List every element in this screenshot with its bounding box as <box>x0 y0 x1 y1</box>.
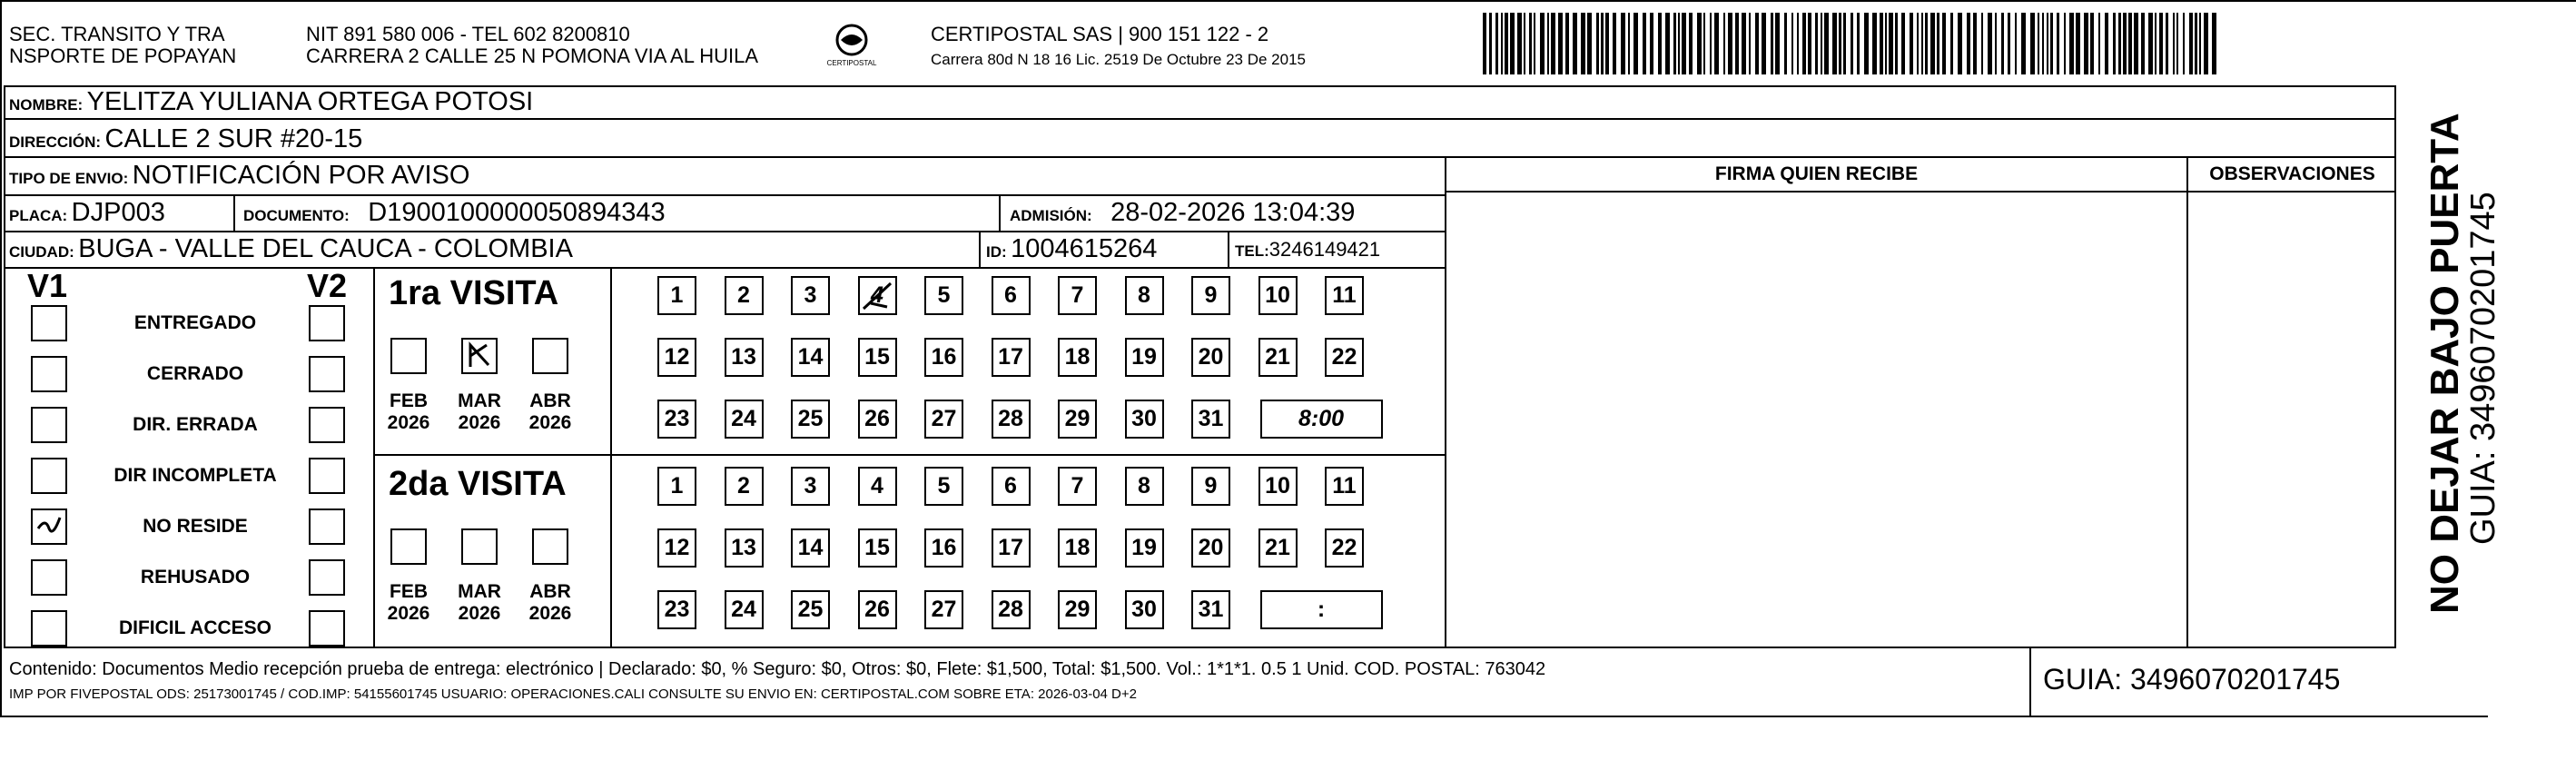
barcode-bar <box>2176 13 2178 74</box>
barcode-bar <box>2021 13 2026 74</box>
barcode-bar <box>1839 13 1841 74</box>
status-label: DIR INCOMPLETA <box>114 465 277 486</box>
day-box[interactable]: 1 <box>657 467 696 506</box>
barcode-bar <box>1728 13 1732 74</box>
barcode-bar <box>2064 13 2066 74</box>
barcode-bar <box>1857 13 1860 74</box>
month-name: ABR <box>529 390 571 411</box>
nombre-label: NOMBRE: <box>9 96 84 114</box>
barcode-bar <box>1967 13 1970 74</box>
tipo-row <box>9 160 469 191</box>
barcode-bar <box>2113 13 2116 74</box>
month-checkbox[interactable] <box>390 338 427 374</box>
barcode-bar <box>2148 13 2153 74</box>
barcode-bar <box>1703 13 1705 74</box>
barcode-bar <box>1864 13 1869 74</box>
barcode-bar <box>1930 13 1935 74</box>
barcode-bar <box>2042 13 2044 74</box>
day-box[interactable]: 18 <box>1058 338 1097 377</box>
day-box[interactable]: 28 <box>992 590 1031 629</box>
month-label <box>381 581 436 625</box>
barcode-bar <box>2090 13 2094 74</box>
day-box[interactable]: 2 <box>725 467 764 506</box>
tel-row <box>1235 238 1380 262</box>
barcode-bar <box>2098 13 2100 74</box>
barcode-bar <box>1529 13 1532 74</box>
status-label: REHUSADO <box>140 567 251 587</box>
day-box[interactable]: 18 <box>1058 528 1097 568</box>
barcode-bar <box>1784 13 1787 74</box>
v1-checkbox[interactable] <box>31 356 67 392</box>
barcode-bar <box>1633 13 1638 74</box>
placa-divider <box>233 194 235 231</box>
footer-line-2: IMP POR FIVEPOSTAL ODS: 25173001745 / COD.IMP: 54155601745 USUARIO: OPERACIONES.CALI CONSULTE SU ENVIO EN: CERTIPOSTAL.COM SOBRE ETA: 2026-03-04 D+2 <box>9 686 1137 702</box>
barcode-bar <box>1771 13 1773 74</box>
v1-checkbox[interactable] <box>31 508 67 545</box>
barcode-bar <box>1889 13 1893 74</box>
day-box[interactable]: 5 <box>924 276 963 315</box>
day-box[interactable]: 13 <box>725 338 764 377</box>
day-box[interactable]: 16 <box>924 528 963 568</box>
month-checkbox[interactable] <box>390 528 427 565</box>
barcode-bar <box>1802 13 1806 74</box>
barcode-bar <box>1613 13 1616 74</box>
day-box[interactable]: 29 <box>1058 590 1097 629</box>
visit-title: 1ra VISITA <box>389 274 559 312</box>
v2-checkbox[interactable] <box>309 356 345 392</box>
barcode-bar <box>1581 13 1585 74</box>
day-box[interactable]: 23 <box>657 400 696 439</box>
ciudad-value: BUGA - VALLE DEL CAUCA - COLOMBIA <box>78 234 573 263</box>
barcode-bar <box>2069 13 2074 74</box>
barcode-bar <box>1775 13 1780 74</box>
barcode-bar <box>1510 13 1515 74</box>
placa-row <box>9 197 165 228</box>
day-box[interactable]: 6 <box>992 467 1031 506</box>
barcode-bar <box>1832 13 1837 74</box>
barcode-bar <box>1621 13 1625 74</box>
time-box[interactable]: 8:00 <box>1260 400 1383 439</box>
barcode-bar <box>1489 13 1492 74</box>
barcode-bar <box>2183 13 2185 74</box>
barcode-bar <box>2076 13 2080 74</box>
month-checkbox[interactable] <box>461 338 498 374</box>
barcode-bar <box>1517 13 1522 74</box>
visit-title: 2da VISITA <box>389 465 567 503</box>
barcode-bar <box>1735 13 1739 74</box>
footer-line-1: Contenido: Documentos Medio recepción prueba de entrega: electrónico | Declarado: $0, % Seguro: $0, Otros: $0, Flete: $1,500, Total: $1,500. Vol.: 1*1*1. 0.5 1 Unid. COD. POSTAL: 763042 <box>9 659 1546 679</box>
documento-label: DOCUMENTO: <box>243 207 350 224</box>
barcode-bar <box>2212 13 2216 74</box>
barcode-bar <box>1558 13 1563 74</box>
barcode-bar <box>1524 13 1525 74</box>
barcode-bar <box>1885 13 1887 74</box>
barcode-bar <box>1505 13 1508 74</box>
month-checkbox[interactable] <box>461 528 498 565</box>
barcode-bar <box>2123 13 2127 74</box>
barcode-bar <box>2141 13 2145 74</box>
barcode-bar <box>1643 13 1646 74</box>
v1-checkbox[interactable] <box>31 458 67 494</box>
barcode-bar <box>1901 13 1905 74</box>
day-box[interactable]: 10 <box>1258 467 1298 506</box>
barcode-bar <box>1917 13 1919 74</box>
v1-checkbox[interactable] <box>31 610 67 647</box>
barcode-bar <box>1678 13 1680 74</box>
row-line-1 <box>4 118 2396 120</box>
day-box[interactable]: 17 <box>992 338 1031 377</box>
barcode-bar <box>1973 13 1977 74</box>
time-box[interactable]: : <box>1260 590 1383 629</box>
admision-label: ADMISIÓN: <box>1010 207 1092 224</box>
barcode-bar <box>1851 13 1853 74</box>
day-box[interactable]: 31 <box>1191 400 1230 439</box>
barcode-bar <box>2015 13 2017 74</box>
barcode-bar <box>1495 13 1498 74</box>
barcode-bar <box>1958 13 1962 74</box>
barcode-bar <box>2084 13 2088 74</box>
day-box[interactable]: 14 <box>791 528 830 568</box>
barcode-bar <box>1981 13 1983 74</box>
barcode-bar <box>1821 13 1822 74</box>
v1-label: V1 <box>27 267 68 304</box>
barcode-bar <box>1942 13 1946 74</box>
barcode-bar <box>1658 13 1662 74</box>
visit-split <box>373 454 1445 456</box>
barcode-bar <box>1682 13 1686 74</box>
barcode-bar <box>1921 13 1923 74</box>
v2-checkbox[interactable] <box>309 458 345 494</box>
barcode-bar <box>2038 13 2039 74</box>
barcode-bar <box>1710 13 1712 74</box>
obs-divider <box>2186 156 2188 648</box>
day-box[interactable]: 12 <box>657 338 696 377</box>
day-box[interactable]: 6 <box>992 276 1031 315</box>
barcode-bar <box>1742 13 1746 74</box>
day-box[interactable]: 25 <box>791 590 830 629</box>
month-year: 2026 <box>387 412 430 433</box>
sender-line-1: SEC. TRANSITO Y TRA <box>9 23 225 45</box>
id-label: ID: <box>986 243 1007 261</box>
documento-value: D1900100000050894343 <box>368 198 666 227</box>
day-box[interactable]: 24 <box>725 400 764 439</box>
barcode-bar <box>1749 13 1751 74</box>
bottom-border <box>0 716 2488 717</box>
nit-line: NIT 891 580 006 - TEL 602 8200810 <box>306 23 630 45</box>
barcode-bar <box>1808 13 1811 74</box>
day-box[interactable]: 23 <box>657 590 696 629</box>
barcode-bar <box>1547 13 1549 74</box>
tel-label: TEL: <box>1235 242 1269 260</box>
day-box[interactable]: 3 <box>791 276 830 315</box>
row-line-2 <box>4 156 2396 158</box>
certipostal-logo <box>815 20 888 71</box>
month-name: FEB <box>390 390 428 411</box>
months-divider <box>610 267 612 648</box>
status-label: DIR. ERRADA <box>133 414 258 435</box>
barcode-bar <box>1950 13 1953 74</box>
day-box[interactable]: 1 <box>657 276 696 315</box>
status-label: ENTREGADO <box>133 312 257 333</box>
month-year: 2026 <box>528 412 572 433</box>
day-box[interactable]: 14 <box>791 338 830 377</box>
day-box[interactable]: 11 <box>1325 276 1364 315</box>
month-label <box>523 390 577 434</box>
barcode-bar <box>2199 13 2201 74</box>
barcode-bar <box>2134 13 2138 74</box>
barcode-bar <box>1762 13 1766 74</box>
barcode-bar <box>2195 13 2197 74</box>
ciudad-row <box>9 233 573 264</box>
barcode-bar <box>2204 13 2208 74</box>
svg-text:CERTIPOSTAL: CERTIPOSTAL <box>826 59 877 67</box>
day-box[interactable]: 9 <box>1191 467 1230 506</box>
barcode-bar <box>1797 13 1799 74</box>
barcode-bar <box>2057 13 2059 74</box>
side-guia: GUIA: 3496070201745 <box>2464 192 2502 545</box>
footer-guia: GUIA: 3496070201745 <box>2043 663 2341 696</box>
day-box[interactable]: 21 <box>1258 338 1298 377</box>
barcode-bar <box>1628 13 1630 74</box>
barcode-bar <box>1880 13 1883 74</box>
day-box[interactable]: 21 <box>1258 528 1298 568</box>
day-box[interactable]: 16 <box>924 338 963 377</box>
v1-checkbox[interactable] <box>31 559 67 596</box>
id-row <box>986 233 1157 264</box>
barcode-bar <box>1925 13 1928 74</box>
day-box[interactable]: 20 <box>1191 528 1230 568</box>
month-name: FEB <box>390 581 428 602</box>
barcode-bar <box>1601 13 1604 74</box>
barcode-bar <box>1937 13 1939 74</box>
day-box[interactable]: 15 <box>858 528 897 568</box>
day-box[interactable]: 25 <box>791 400 830 439</box>
admision-divider <box>999 194 1001 231</box>
day-box[interactable]: 7 <box>1058 276 1097 315</box>
day-box[interactable]: 17 <box>992 528 1031 568</box>
tipo-value: NOTIFICACIÓN POR AVISO <box>132 161 470 190</box>
documento-row <box>243 197 666 228</box>
month-checkbox[interactable] <box>532 338 568 374</box>
v1-checkbox[interactable] <box>31 407 67 443</box>
barcode-bar <box>1824 13 1829 74</box>
day-number: 4 <box>871 282 883 308</box>
barcode-bar <box>2173 13 2175 74</box>
barcode-bar <box>1689 13 1693 74</box>
day-box[interactable]: 8 <box>1125 276 1164 315</box>
barcode <box>1483 13 2222 74</box>
month-name: ABR <box>529 581 571 602</box>
row-line-3b <box>1445 191 2396 193</box>
barcode-bar <box>1483 13 1486 74</box>
barcode-bar <box>1755 13 1759 74</box>
month-year: 2026 <box>528 603 572 624</box>
day-box[interactable]: 3 <box>791 467 830 506</box>
barcode-bar <box>1540 13 1545 74</box>
day-box[interactable]: 19 <box>1125 338 1164 377</box>
day-box[interactable]: 12 <box>657 528 696 568</box>
barcode-bar <box>2030 13 2035 74</box>
barcode-bar <box>1988 13 1992 74</box>
side-warning: NO DEJAR BAJO PUERTA <box>2423 113 2467 614</box>
v2-label: V2 <box>307 267 348 304</box>
day-box[interactable]: 5 <box>924 467 963 506</box>
status-label: CERRADO <box>146 363 244 384</box>
month-label <box>523 581 577 625</box>
barcode-bar <box>1650 13 1653 74</box>
barcode-bar <box>2128 13 2132 74</box>
obs-label: OBSERVACIONES <box>2209 163 2375 184</box>
day-box[interactable]: 9 <box>1191 276 1230 315</box>
barcode-bar <box>1551 13 1555 74</box>
barcode-bar <box>2189 13 2193 74</box>
barcode-bar <box>1573 13 1577 74</box>
sign-divider <box>1445 156 1446 648</box>
day-box[interactable]: 13 <box>725 528 764 568</box>
day-box[interactable]: 15 <box>858 338 897 377</box>
day-box[interactable]: 10 <box>1258 276 1298 315</box>
v2-checkbox[interactable] <box>309 559 345 596</box>
day-box[interactable]: 30 <box>1125 400 1164 439</box>
day-box[interactable]: 27 <box>924 590 963 629</box>
day-box[interactable]: 26 <box>858 590 897 629</box>
tel-value: 3246149421 <box>1268 238 1381 261</box>
barcode-bar <box>2001 13 2004 74</box>
barcode-bar <box>1791 13 1793 74</box>
tel-divider <box>1228 231 1229 267</box>
barcode-bar <box>2118 13 2121 74</box>
firma-label: FIRMA QUIEN RECIBE <box>1714 163 1919 184</box>
month-year: 2026 <box>387 603 430 624</box>
barcode-bar <box>1565 13 1569 74</box>
month-year: 2026 <box>458 603 501 624</box>
status-label: DIFICIL ACCESO <box>118 617 271 638</box>
month-name: MAR <box>458 390 501 411</box>
barcode-bar <box>1815 13 1818 74</box>
address-line: CARRERA 2 CALLE 25 N POMONA VIA AL HUILA <box>306 44 759 67</box>
barcode-bar <box>1587 13 1592 74</box>
direccion-value: CALLE 2 SUR #20-15 <box>104 124 363 153</box>
day-box[interactable]: 22 <box>1325 528 1364 568</box>
status-divider <box>373 267 375 648</box>
barcode-bar <box>1665 13 1670 74</box>
barcode-bar <box>2047 13 2048 74</box>
row-line-3 <box>4 194 1445 196</box>
day-box[interactable]: 28 <box>992 400 1031 439</box>
month-label <box>381 390 436 434</box>
day-box[interactable]: 4 <box>858 467 897 506</box>
nombre-value: YELITZA YULIANA ORTEGA POTOSI <box>86 87 534 116</box>
barcode-bar <box>1910 13 1913 74</box>
barcode-bar <box>1673 13 1676 74</box>
direccion-row <box>9 123 362 154</box>
placa-label: PLACA: <box>9 207 68 224</box>
barcode-bar <box>1697 13 1702 74</box>
barcode-bar <box>1714 13 1719 74</box>
barcode-bar <box>2166 13 2168 74</box>
day-box[interactable]: 24 <box>725 590 764 629</box>
v2-checkbox[interactable] <box>309 407 345 443</box>
month-label <box>452 390 507 434</box>
sender-line-2: NSPORTE DE POPAYAN <box>9 44 237 67</box>
day-box[interactable]: 30 <box>1125 590 1164 629</box>
ciudad-label: CIUDAD: <box>9 243 74 261</box>
admision-row <box>1010 197 1355 228</box>
day-box[interactable] <box>858 276 897 315</box>
day-box[interactable]: 11 <box>1325 467 1364 506</box>
tipo-label: TIPO DE ENVIO: <box>9 170 129 187</box>
admision-value: 28-02-2026 13:04:39 <box>1110 198 1356 227</box>
day-box[interactable]: 7 <box>1058 467 1097 506</box>
day-box[interactable]: 27 <box>924 400 963 439</box>
company-sub: Carrera 80d N 18 16 Lic. 2519 De Octubre 23 De 2015 <box>931 51 1306 68</box>
nombre-row <box>9 86 533 117</box>
barcode-bar <box>2105 13 2108 74</box>
barcode-bar <box>2008 13 2010 74</box>
placa-value: DJP003 <box>71 198 165 227</box>
left-border <box>0 0 2 717</box>
top-border <box>0 0 2576 2</box>
barcode-bar <box>2159 13 2163 74</box>
barcode-bar <box>1995 13 1997 74</box>
barcode-bar <box>1895 13 1898 74</box>
month-checkbox[interactable] <box>532 528 568 565</box>
barcode-bar <box>1501 13 1503 74</box>
id-value: 1004615264 <box>1011 234 1158 263</box>
day-box[interactable]: 29 <box>1058 400 1097 439</box>
v2-checkbox[interactable] <box>309 305 345 341</box>
barcode-bar <box>2050 13 2053 74</box>
status-label: NO RESIDE <box>143 516 248 537</box>
month-year: 2026 <box>458 412 501 433</box>
id-divider <box>979 231 981 267</box>
direccion-label: DIRECCIÓN: <box>9 133 102 151</box>
barcode-bar <box>1872 13 1877 74</box>
footer-guia-divider <box>2029 648 2031 717</box>
day-box[interactable]: 31 <box>1191 590 1230 629</box>
v2-checkbox[interactable] <box>309 610 345 647</box>
day-box[interactable]: 20 <box>1191 338 1230 377</box>
row-line-5 <box>4 267 1445 269</box>
day-box[interactable]: 19 <box>1125 528 1164 568</box>
barcode-bar <box>1596 13 1599 74</box>
barcode-bar <box>1605 13 1609 74</box>
barcode-bar <box>2155 13 2157 74</box>
month-name: MAR <box>458 581 501 602</box>
barcode-bar <box>1723 13 1725 74</box>
day-box[interactable]: 8 <box>1125 467 1164 506</box>
day-box[interactable]: 26 <box>858 400 897 439</box>
barcode-bar <box>1534 13 1535 74</box>
day-box[interactable]: 22 <box>1325 338 1364 377</box>
month-label <box>452 581 507 625</box>
day-box[interactable]: 2 <box>725 276 764 315</box>
v1-checkbox[interactable] <box>31 305 67 341</box>
company-line: CERTIPOSTAL SAS | 900 151 122 - 2 <box>931 23 1269 45</box>
v2-checkbox[interactable] <box>309 508 345 545</box>
barcode-bar <box>1843 13 1846 74</box>
